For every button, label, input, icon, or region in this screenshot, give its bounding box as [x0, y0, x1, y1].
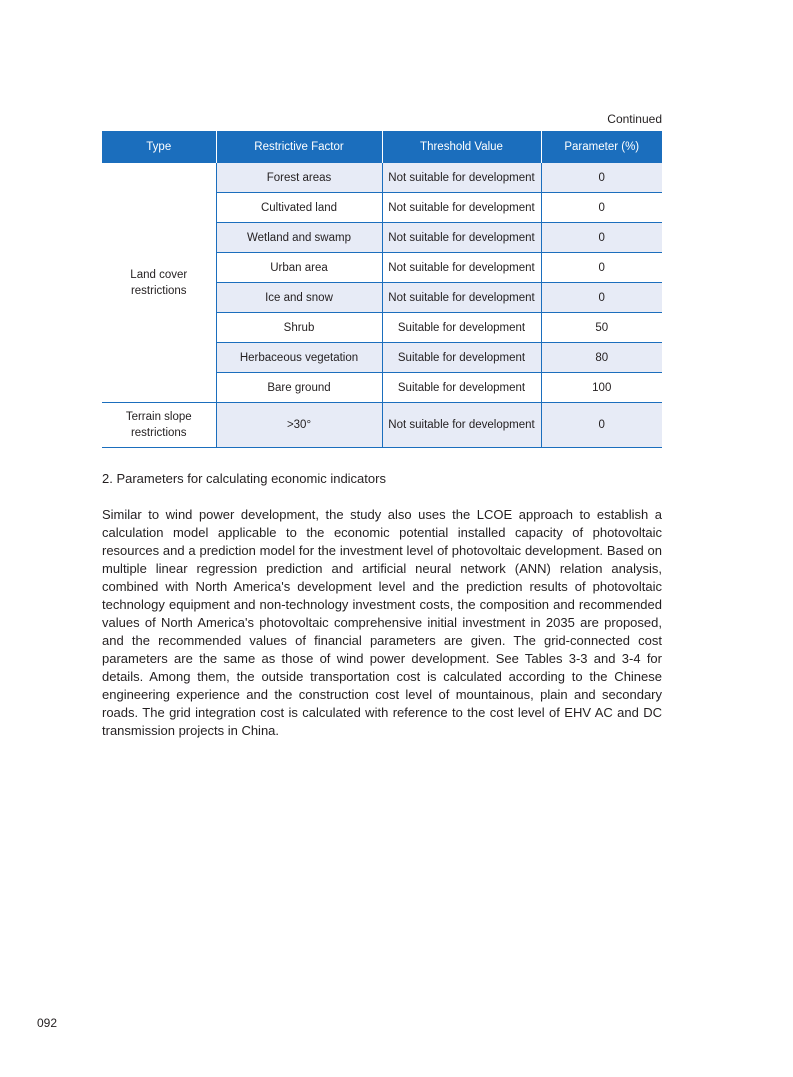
threshold-cell: Not suitable for development	[382, 193, 541, 223]
factor-cell: Herbaceous vegetation	[216, 343, 382, 373]
threshold-cell: Not suitable for development	[382, 403, 541, 448]
continued-label: Continued	[607, 112, 662, 126]
threshold-cell: Suitable for development	[382, 343, 541, 373]
type-land-cover: Land cover restrictions	[102, 163, 216, 403]
parameter-cell: 80	[541, 343, 662, 373]
header-type: Type	[102, 131, 216, 163]
parameter-cell: 0	[541, 283, 662, 313]
body-paragraph: Similar to wind power development, the study also uses the LCOE approach to establish a calculation model applicable to the economic potential installed capacity of photovoltaic resources and a prediction model for the investment level of photovoltaic development. Based on multiple linear regression prediction and artificial neural network (ANN) relation analysis, combined with North America's development level and the prediction results of photovoltaic technology equipment and non-technology investment costs, the composition and recommended values of North America's photovoltaic comprehensive initial investment in 2035 are proposed, and the recommended values of financial parameters are given. The grid-connected cost parameters are the same as those of wind power development. See Tables 3-3 and 3-4 for details. Among them, the outside transportation cost is calculated according to the Chinese engineering experience and the construction cost level of mountainous, plain and secondary roads. The grid integration cost is calculated with reference to the cost level of EHV AC and DC transmission projects in China.	[102, 507, 662, 738]
parameter-cell: 0	[541, 193, 662, 223]
parameter-cell: 0	[541, 253, 662, 283]
parameter-cell: 0	[541, 223, 662, 253]
table-row	[102, 403, 662, 448]
parameter-cell: 100	[541, 373, 662, 403]
threshold-cell: Not suitable for development	[382, 283, 541, 313]
factor-cell: Cultivated land	[216, 193, 382, 223]
factor-cell: Forest areas	[216, 163, 382, 193]
threshold-cell: Not suitable for development	[382, 163, 541, 193]
threshold-cell: Suitable for development	[382, 313, 541, 343]
table-header-row	[102, 131, 662, 163]
factor-cell: Ice and snow	[216, 283, 382, 313]
restriction-table	[102, 131, 662, 448]
section-heading: 2. Parameters for calculating economic indicators	[102, 471, 386, 486]
header-parameter: Parameter (%)	[541, 131, 662, 163]
factor-cell: Bare ground	[216, 373, 382, 403]
factor-cell: Shrub	[216, 313, 382, 343]
parameter-cell: 0	[541, 163, 662, 193]
type-terrain-slope: Terrain slope restrictions	[102, 403, 216, 448]
page-number: 092	[37, 1016, 58, 1030]
header-restrictive-factor: Restrictive Factor	[216, 131, 382, 163]
threshold-cell: Not suitable for development	[382, 253, 541, 283]
header-threshold-value: Threshold Value	[382, 131, 541, 163]
threshold-cell: Suitable for development	[382, 373, 541, 403]
factor-cell: >30°	[216, 403, 382, 448]
factor-cell: Urban area	[216, 253, 382, 283]
threshold-cell: Not suitable for development	[382, 223, 541, 253]
parameter-cell: 50	[541, 313, 662, 343]
parameter-cell: 0	[541, 403, 662, 448]
factor-cell: Wetland and swamp	[216, 223, 382, 253]
table-row	[102, 163, 662, 193]
